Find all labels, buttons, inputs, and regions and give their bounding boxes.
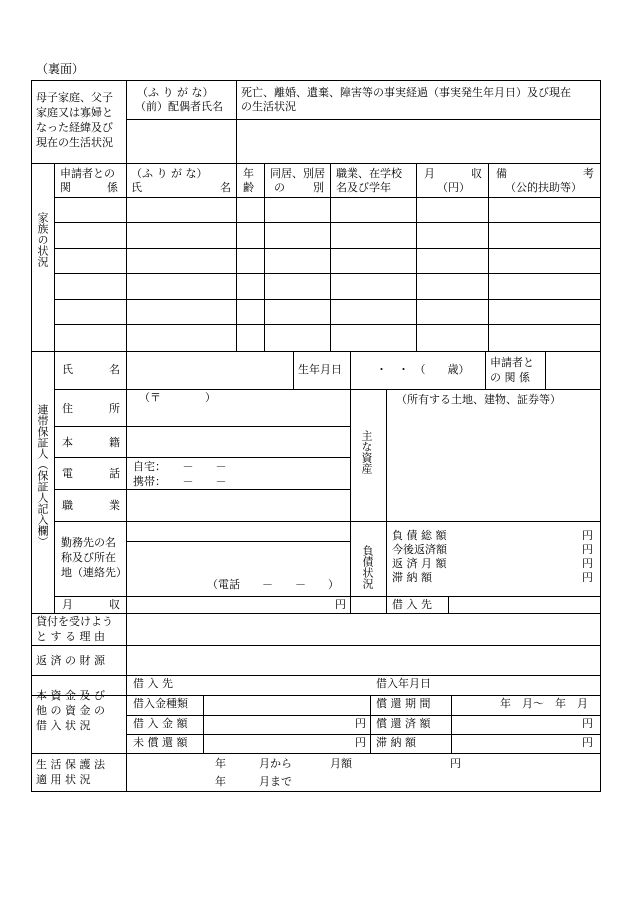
welfare-monthly-unit: 円 — [450, 757, 461, 770]
family-age-header-1: 年 — [243, 167, 254, 180]
debt-total-unit: 円 — [582, 529, 593, 542]
family-income-unit: （円） — [437, 181, 470, 194]
family-cohab-header: 同居、別居 — [270, 167, 325, 180]
guarantor-job-label: 職 業 — [62, 499, 120, 512]
debt-monthly-label: 返 済 月 額 — [392, 557, 447, 570]
borrowing-unrepaid-unit: 円 — [355, 736, 366, 749]
borrowing-period-fill: 年 月～ 年 月 — [500, 697, 588, 710]
family-name-header: 氏 名 — [131, 181, 231, 194]
circumstances-label-line4: 現在の生活状況 — [36, 136, 113, 149]
family-cohab-header-2: の 別 — [274, 181, 324, 194]
borrowing-label-1: 本 資 金 及 び — [36, 689, 105, 702]
circumstances-label-line2: 家庭又は寡婦と — [36, 106, 113, 119]
guarantor-assets-label: 主な資産 — [360, 430, 373, 474]
borrowing-repaid-unit: 円 — [582, 717, 593, 730]
borrowing-lender-label: 借 入 先 — [133, 677, 173, 690]
guarantor-assets-note: （所有する土地、建物、証券等） — [396, 393, 561, 406]
guarantor-work-phone: （電話 － － ） — [207, 578, 339, 591]
debt-arrears-label: 滞 納 額 — [392, 571, 432, 584]
family-relation-header-2: 関 係 — [60, 181, 118, 194]
guarantor-birthdate-fill: ・ ・ （ 歳） — [376, 363, 470, 376]
guarantor-workplace-label-1: 勤務先の名 — [61, 536, 116, 549]
family-income-header: 月 収 — [424, 167, 482, 180]
welfare-label-1: 生 活 保 護 法 — [36, 758, 105, 771]
family-age-header-2: 齢 — [243, 181, 254, 194]
borrowing-arrears-unit: 円 — [582, 736, 593, 749]
guarantor-home-phone: 自宅： － － — [133, 460, 227, 473]
loan-reason-label-2: と す る 理 由 — [36, 630, 105, 643]
spouse-furigana-label: （ふ り が な） — [137, 86, 214, 99]
welfare-from: 年 月から — [215, 757, 292, 770]
spouse-name-label: （前）配偶者氏名 — [135, 100, 223, 113]
borrowing-label-2: 他 の 資 金 の — [36, 704, 105, 717]
borrowing-date-label: 借入年月日 — [376, 677, 431, 690]
guarantor-workplace-label-3: 地（連絡先） — [61, 566, 127, 579]
side-label: （裏面） — [36, 62, 85, 76]
guarantor-domicile-label: 本 籍 — [62, 436, 120, 449]
circumstances-label-line3: なった経緯及び — [36, 121, 113, 134]
guarantor-postal: （〒 ） — [139, 391, 216, 404]
family-furigana-header: （ふ り が な） — [131, 167, 208, 180]
borrowing-unrepaid-label: 未 償 還 額 — [133, 736, 188, 749]
guarantor-monthly-income-label: 月 収 — [62, 598, 120, 611]
borrowing-period-label: 償 還 期 間 — [376, 697, 431, 710]
guarantor-birthdate-label: 生年月日 — [298, 363, 342, 376]
borrowing-arrears-label: 滞 納 額 — [376, 736, 416, 749]
debt-future-unit: 円 — [582, 543, 593, 556]
circumstances-label-line1: 母子家庭、父子 — [36, 91, 113, 104]
guarantor-mobile-phone: 携帯： － － — [133, 475, 227, 488]
circumstances-desc-line2: の生活状況 — [241, 100, 296, 113]
circumstances-desc-line1: 死亡、離婚、遺棄、障害等の事実経過（事実発生年月日）及び現在 — [241, 86, 571, 99]
loan-reason-label-1: 貸付を受けよう — [36, 615, 113, 628]
borrowing-repaid-label: 償 還 済 額 — [376, 717, 431, 730]
debt-arrears-unit: 円 — [582, 571, 593, 584]
repayment-source-label: 返 済 の 財 源 — [36, 654, 105, 667]
borrowing-amount-unit: 円 — [355, 717, 366, 730]
family-occupation-header-1: 職業、在学校 — [336, 167, 402, 180]
family-section-label: 家族の状況 — [36, 212, 49, 267]
welfare-monthly-label: 月額 — [330, 757, 352, 770]
borrowing-amount-label: 借 入 金 額 — [133, 717, 188, 730]
guarantor-workplace-label-2: 称及び所在 — [61, 551, 116, 564]
guarantor-debt-label: 負債状況 — [361, 545, 374, 589]
welfare-label-2: 適 用 状 況 — [36, 773, 91, 786]
family-relation-header: 申請者との — [60, 167, 115, 180]
guarantor-lender-label: 借 入 先 — [392, 598, 432, 611]
debt-monthly-unit: 円 — [582, 557, 593, 570]
debt-future-label: 今後返済額 — [392, 543, 447, 556]
welfare-until: 年 月まで — [215, 775, 292, 788]
family-remarks-note: （公的扶助等） — [505, 181, 582, 194]
borrowing-type-label: 借入金種類 — [133, 697, 188, 710]
guarantor-section-label: 連帯保証人（保証人記入欄） — [36, 404, 49, 547]
guarantor-address-label: 住 所 — [62, 402, 120, 415]
family-remarks-header: 備 考 — [496, 167, 594, 180]
guarantor-name-label: 氏 名 — [62, 363, 120, 376]
borrowing-label-3: 借 入 状 況 — [36, 719, 91, 732]
debt-total-label: 負 債 総 額 — [392, 529, 447, 542]
guarantor-phone-label: 電 話 — [62, 467, 120, 480]
guarantor-relation-label-2: の 関 係 — [490, 371, 530, 384]
guarantor-monthly-income-unit: 円 — [335, 598, 346, 611]
family-occupation-header-2: 名及び学年 — [336, 181, 391, 194]
guarantor-relation-label-1: 申請者と — [490, 356, 534, 369]
